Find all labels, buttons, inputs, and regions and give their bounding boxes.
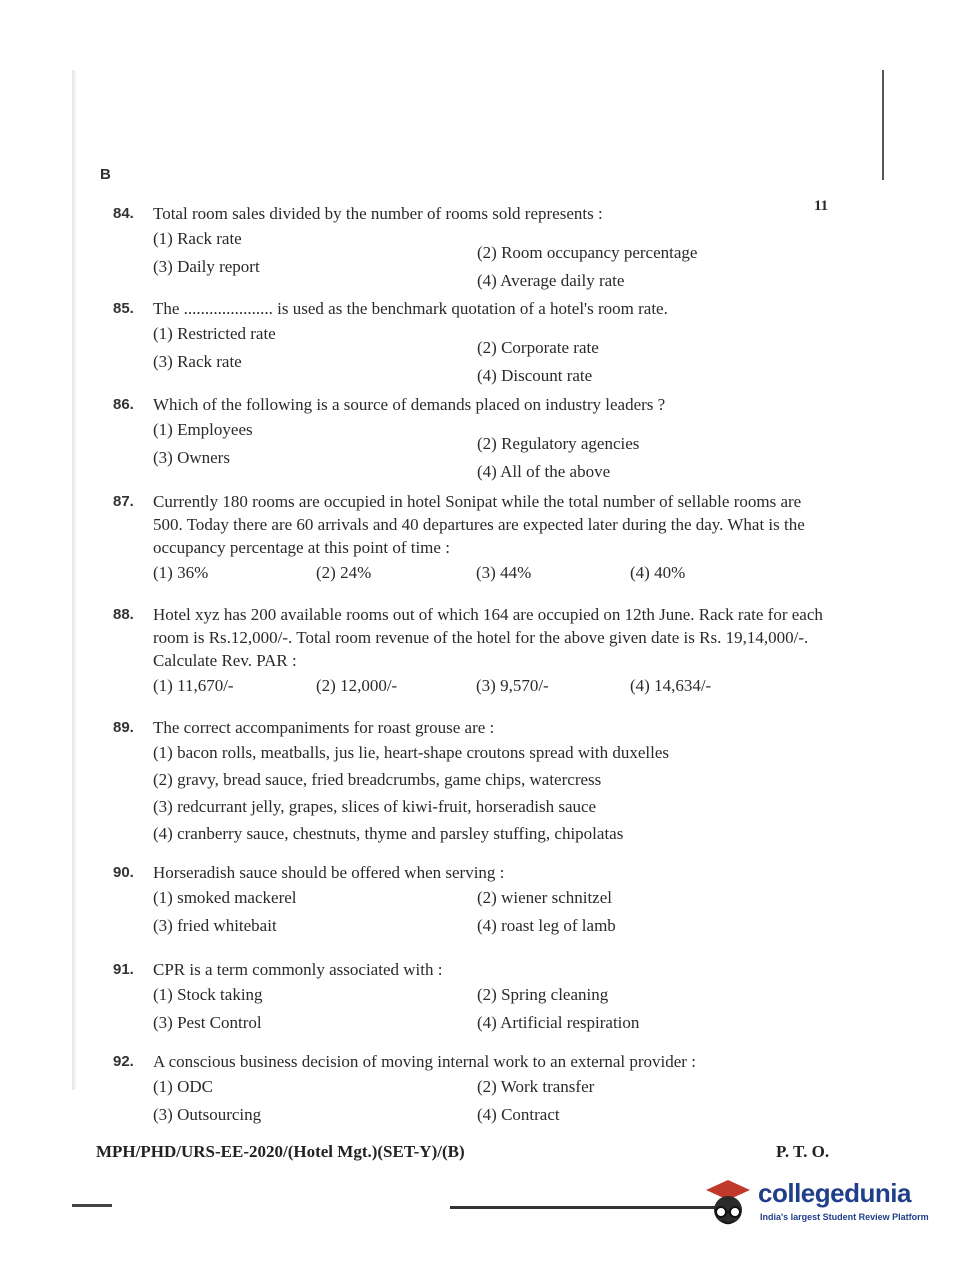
- question-text: Total room sales divided by the number of rooms sold represents :: [153, 204, 603, 223]
- page-edge-line: [882, 70, 884, 180]
- option-3: (3) 9,570/-: [476, 676, 549, 695]
- set-label: B: [100, 166, 111, 183]
- option-2: (2) wiener schnitzel: [477, 888, 612, 907]
- question-number: 92.: [113, 1053, 134, 1070]
- option-4: (4) cranberry sauce, chestnuts, thyme and parsley stuffing, chipolatas: [153, 824, 624, 843]
- logo-text: collegedunia: [758, 1178, 911, 1208]
- option-3: (3) 44%: [476, 563, 532, 582]
- option-4: (4) Discount rate: [477, 366, 593, 385]
- option-1: (1) ODC: [153, 1077, 213, 1096]
- question-text: The correct accompaniments for roast grouse are :: [153, 718, 495, 737]
- watermark-logo: [702, 1176, 932, 1236]
- option-4: (4) Artificial respiration: [477, 1013, 640, 1032]
- option-2: (2) Regulatory agencies: [477, 434, 640, 453]
- question-text: A conscious business decision of moving internal work to an external provider :: [153, 1052, 696, 1071]
- options: [153, 739, 825, 847]
- option-4: (4) All of the above: [477, 462, 611, 481]
- option-3: (3) Outsourcing: [153, 1105, 262, 1124]
- option-3: (3) Owners: [153, 448, 230, 467]
- option-4: (4) 40%: [630, 563, 686, 582]
- options: [153, 559, 825, 587]
- option-3: (3) Daily report: [153, 257, 260, 276]
- option-1: (1) 36%: [153, 563, 209, 582]
- question-text: Which of the following is a source of demands placed on industry leaders ?: [153, 395, 666, 414]
- options: [153, 225, 825, 290]
- option-4: (4) Average daily rate: [477, 271, 625, 290]
- option-3: (3) fried whitebait: [153, 916, 277, 935]
- question-88: [113, 603, 825, 700]
- option-3: (3) redcurrant jelly, grapes, slices of kiwi-fruit, horseradish sauce: [153, 797, 597, 816]
- option-1: (1) Restricted rate: [153, 324, 276, 343]
- options: [153, 981, 825, 1037]
- option-2: (2) Work transfer: [477, 1077, 595, 1096]
- logo-tagline: India's largest Student Review Platform: [760, 1212, 929, 1222]
- option-3: (3) Rack rate: [153, 352, 242, 371]
- question-89: [113, 716, 825, 847]
- question-number: 85.: [113, 300, 134, 317]
- question-85: [113, 297, 825, 385]
- paper-code: MPH/PHD/URS-EE-2020/(Hotel Mgt.)(SET-Y)/(B): [96, 1142, 465, 1161]
- question-number: 87.: [113, 493, 134, 510]
- options: [153, 1073, 825, 1129]
- question-number: 89.: [113, 719, 134, 736]
- options: [153, 320, 825, 385]
- question-86: [113, 393, 825, 481]
- page-number: 11: [814, 198, 829, 214]
- pto-label: P. T. O.: [776, 1142, 830, 1161]
- question-text: CPR is a term commonly associated with :: [153, 960, 443, 979]
- option-2: (2) Corporate rate: [477, 338, 599, 357]
- option-2: (2) Spring cleaning: [477, 985, 609, 1004]
- options: [153, 884, 825, 940]
- question-text: Currently 180 rooms are occupied in hotel Sonipat while the total number of sellable rooms are 500. Today there are 60 arrivals and 40 departures are expected later during the day. What is the occupancy percentage at this point of time :: [153, 492, 805, 557]
- question-number: 90.: [113, 864, 134, 881]
- page-edge-shadow: [72, 70, 76, 1090]
- question-number: 86.: [113, 396, 134, 413]
- question-90: [113, 861, 825, 940]
- option-2: (2) gravy, bread sauce, fried breadcrumbs, game chips, watercress: [153, 770, 602, 789]
- scan-line: [450, 1206, 720, 1209]
- mascot-icon: [702, 1176, 756, 1232]
- option-1: (1) 11,670/-: [153, 676, 234, 695]
- question-number: 88.: [113, 606, 134, 623]
- option-1: (1) Employees: [153, 420, 253, 439]
- option-2: (2) Room occupancy percentage: [477, 243, 698, 262]
- question-92: [113, 1050, 825, 1129]
- option-2: (2) 24%: [316, 563, 372, 582]
- question-number: 91.: [113, 961, 134, 978]
- option-2: (2) 12,000/-: [316, 676, 398, 695]
- question-text: Hotel xyz has 200 available rooms out of which 164 are occupied on 12th June. Rack rate for each room is Rs.12,000/-. Total room revenue of the hotel for the above given date is Rs. 19,14,000/-. Calculate Rev. PAR :: [153, 605, 823, 670]
- option-1: (1) Stock taking: [153, 985, 263, 1004]
- question-number: 84.: [113, 205, 134, 222]
- question-91: [113, 958, 825, 1037]
- option-1: (1) smoked mackerel: [153, 888, 297, 907]
- options: [153, 672, 825, 700]
- option-1: (1) Rack rate: [153, 229, 242, 248]
- options: [153, 416, 825, 481]
- option-3: (3) Pest Control: [153, 1013, 262, 1032]
- question-84: [113, 202, 825, 290]
- question-text: The ..................... is used as the benchmark quotation of a hotel's room rate.: [153, 299, 668, 318]
- option-1: (1) bacon rolls, meatballs, jus lie, heart-shape croutons spread with duxelles: [153, 743, 669, 762]
- question-87: [113, 490, 825, 587]
- scan-mark: [72, 1204, 112, 1207]
- option-4: (4) roast leg of lamb: [477, 916, 616, 935]
- option-4: (4) Contract: [477, 1105, 560, 1124]
- question-text: Horseradish sauce should be offered when serving :: [153, 863, 505, 882]
- option-4: (4) 14,634/-: [630, 676, 712, 695]
